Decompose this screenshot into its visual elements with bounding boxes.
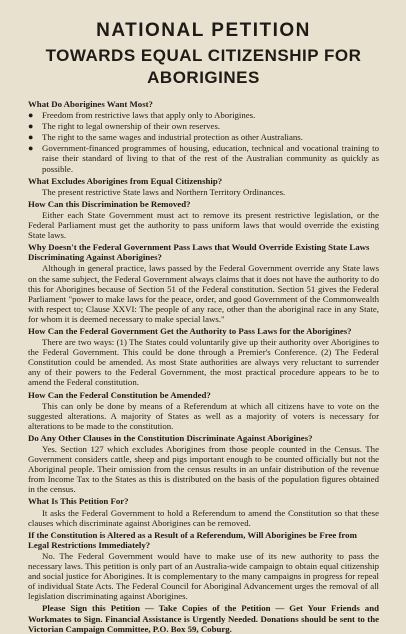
question-what-excludes: What Excludes Aborigines from Equal Citizenship? [28, 175, 223, 186]
bullet-icon: ● [28, 121, 34, 132]
bullet-item [28, 143, 379, 173]
answer-get-authority: There are two ways: (1) The States could voluntarily give up their authority over Aborigines to the Federal Government. This could be done through a Premier's Conference. (2) The Federal Constitution could be amended. As most State authorities are always very reluctant to surrender any of their powers to the Federal Government, the most practical procedure appears to be to amend the Federal constitution. [28, 337, 379, 388]
petition-body [28, 99, 379, 634]
bullet-item [28, 110, 379, 120]
title-line-1: NATIONAL PETITION [96, 20, 311, 41]
question-petition-for: What Is This Petition For? [28, 496, 129, 507]
question-get-authority: How Can the Federal Government Get the Authority to Pass Laws for the Aborigines? [28, 325, 352, 336]
bullet-icon: ● [28, 132, 34, 143]
bullet-text: Freedom from restrictive laws that apply only to Aborigines. [42, 110, 256, 121]
bullet-icon: ● [28, 110, 34, 121]
bullet-item [28, 132, 379, 142]
answer-other-clauses: Yes. Section 127 which excludes Aborigines from those people counted in the Census. The Government considers cattle, sheep and pigs important enough to be counted officially but not the Aboriginal people. Their omission from the census results in an unfair distribution of the revenue from Income Tax to the States as this is distributed on the basis of the population figures obtained in the census. [28, 444, 379, 495]
answer-free-immediately: No. The Federal Government would have to make use of its new authority to pass the necessary laws. This petition is only part of an Australia-wide campaign to obtain equal citizenship and social justice for Aborigines. It is complementary to the many campaigns in progress for repeal of individual State Acts. The Federal Council for Aboriginal Advancement urges the removal of all legislation discriminating against Aborigines. [28, 550, 379, 602]
answer-how-removed: Either each State Government must act to remove its present restrictive legislation, or the Federal Parliament must get the authority to pass uniform laws that would override the existing State laws. [28, 209, 379, 241]
question-what-aborigines-want: What Do Aborigines Want Most? [28, 99, 153, 109]
answer-how-amended: This can only be done by means of a Referendum at which all citizens have to vote on the suggested alterations. A majority of States as well as a majority of voters is necessary for alterations to be made to the constitution. [28, 400, 379, 431]
question-free-immediately: If the Constitution is Altered as a Result of a Referendum, Will Aborigines be Free from Legal Restrictions Immediately? [28, 529, 357, 550]
bullet-text: The right to legal ownership of their own reserves. [42, 121, 221, 132]
answer-why-not-override: Although in general practice, laws passed by the Federal Government override any State laws on the same subject, the Federal Government always claims that it does not have the authority to do this for Aborigines because of Section 51 of the Federal constitution. Section 51 gives the Federal Parliament "power to make laws for the peace, order, and good Government of the Commonwealth with respect to; Clause XXVI: The people of any race, other than the aboriginal race in any State, for whom it is deemed necessary to make special laws." [28, 263, 379, 324]
answer-petition-for: It asks the Federal Government to hold a Referendum to amend the Constitution so that these clauses which discriminate against Aborigines can be removed. [28, 507, 379, 528]
bullet-icon: ● [28, 143, 34, 154]
bullet-text: Government-financed programmes of housing, education, technical and vocational training to raise their standard of living to that of the rest of the Australian community as quickly as possible. [42, 143, 379, 174]
bullet-text: The right to the same wages and industrial protection as other Australians. [42, 132, 303, 143]
question-how-removed: How Can this Discrimination be Removed? [28, 198, 191, 209]
title-line-2: TOWARDS EQUAL CITIZENSHIP FOR ABORIGINES [45, 46, 362, 87]
answer-what-excludes: The present restrictive State laws and Northern Territory Ordinances. [42, 186, 286, 197]
question-why-not-override: Why Doesn't the Federal Government Pass Laws that Would Override Existing State Laws Discriminating Against Aborigines? [28, 242, 370, 263]
bullet-item [28, 121, 379, 131]
closing-appeal: Please Sign this Petition — Take Copies of the Petition — Get Your Friends and Workmates to Sign. Financial Assistance is Urgently Needed. Donations should be sent to the Victorian Campaign Committee, P.O. Box 59, Coburg. [28, 603, 379, 634]
question-other-clauses: Do Any Other Clauses in the Constitution Discriminate Against Aborigines? [28, 432, 313, 443]
question-how-amended: How Can the Federal Constitution be Amended? [28, 389, 211, 400]
